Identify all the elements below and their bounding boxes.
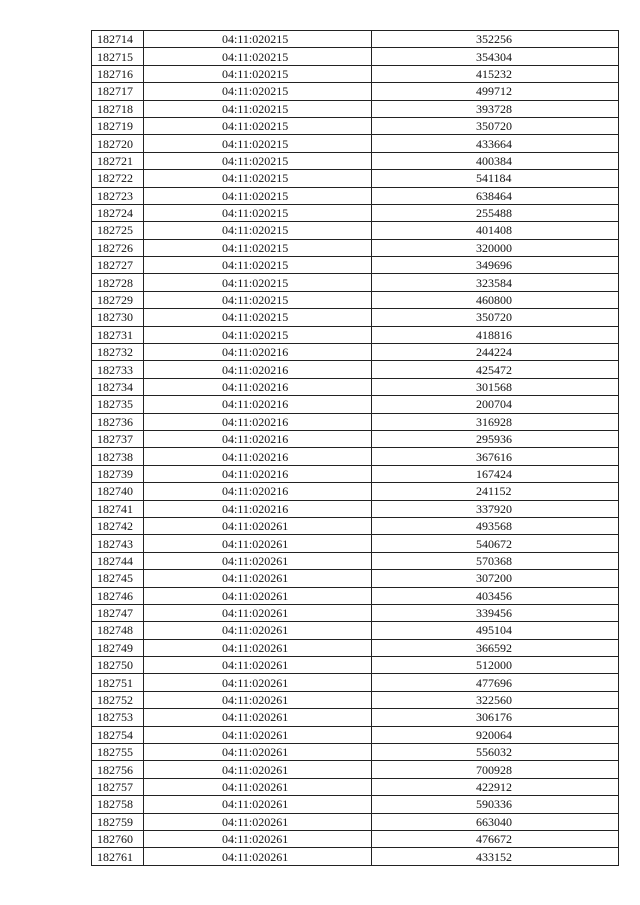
cell-id: 182719 — [92, 117, 144, 134]
cell-id: 182758 — [92, 796, 144, 813]
cell-value: 301568 — [372, 378, 619, 395]
cell-code: 04:11:020215 — [144, 187, 372, 204]
table-row — [92, 813, 619, 830]
cell-code: 04:11:020215 — [144, 204, 372, 221]
table-row — [92, 117, 619, 134]
cell-value: 540672 — [372, 535, 619, 552]
table-row — [92, 83, 619, 100]
table-row — [92, 744, 619, 761]
cell-value: 476672 — [372, 830, 619, 847]
cell-code: 04:11:020261 — [144, 570, 372, 587]
table-row — [92, 535, 619, 552]
cell-code: 04:11:020216 — [144, 430, 372, 447]
cell-id: 182747 — [92, 604, 144, 621]
cell-value: 323584 — [372, 274, 619, 291]
cell-code: 04:11:020216 — [144, 396, 372, 413]
table-row — [92, 274, 619, 291]
table-row — [92, 657, 619, 674]
table-row — [92, 587, 619, 604]
cell-id: 182757 — [92, 778, 144, 795]
cell-code: 04:11:020215 — [144, 274, 372, 291]
cell-code: 04:11:020261 — [144, 830, 372, 847]
cell-value: 367616 — [372, 448, 619, 465]
cell-id: 182749 — [92, 639, 144, 656]
cell-value: 307200 — [372, 570, 619, 587]
cell-code: 04:11:020215 — [144, 326, 372, 343]
cell-value: 167424 — [372, 465, 619, 482]
cell-id: 182732 — [92, 344, 144, 361]
cell-code: 04:11:020261 — [144, 587, 372, 604]
cell-id: 182734 — [92, 378, 144, 395]
cell-value: 337920 — [372, 500, 619, 517]
cell-code: 04:11:020261 — [144, 726, 372, 743]
table-row — [92, 31, 619, 48]
cell-code: 04:11:020216 — [144, 361, 372, 378]
table-row — [92, 691, 619, 708]
cell-code: 04:11:020215 — [144, 257, 372, 274]
cell-value: 320000 — [372, 239, 619, 256]
table-row — [92, 796, 619, 813]
cell-value: 495104 — [372, 622, 619, 639]
cell-code: 04:11:020216 — [144, 483, 372, 500]
cell-value: 354304 — [372, 48, 619, 65]
table-row — [92, 48, 619, 65]
table-row — [92, 152, 619, 169]
cell-value: 316928 — [372, 413, 619, 430]
cell-value: 322560 — [372, 691, 619, 708]
cell-id: 182737 — [92, 430, 144, 447]
table-row — [92, 604, 619, 621]
cell-id: 182738 — [92, 448, 144, 465]
cell-code: 04:11:020216 — [144, 500, 372, 517]
cell-code: 04:11:020261 — [144, 709, 372, 726]
cell-value: 241152 — [372, 483, 619, 500]
cell-id: 182755 — [92, 744, 144, 761]
cell-value: 425472 — [372, 361, 619, 378]
cell-value: 700928 — [372, 761, 619, 778]
table-row — [92, 135, 619, 152]
cell-code: 04:11:020216 — [144, 378, 372, 395]
cell-code: 04:11:020261 — [144, 691, 372, 708]
cell-id: 182729 — [92, 291, 144, 308]
cell-id: 182716 — [92, 65, 144, 82]
cell-value: 493568 — [372, 517, 619, 534]
cell-id: 182741 — [92, 500, 144, 517]
cell-value: 570368 — [372, 552, 619, 569]
cell-code: 04:11:020215 — [144, 65, 372, 82]
cell-id: 182718 — [92, 100, 144, 117]
cell-id: 182743 — [92, 535, 144, 552]
cell-value: 349696 — [372, 257, 619, 274]
cell-code: 04:11:020216 — [144, 448, 372, 465]
cell-code: 04:11:020216 — [144, 344, 372, 361]
cell-code: 04:11:020215 — [144, 135, 372, 152]
cell-value: 255488 — [372, 204, 619, 221]
cell-code: 04:11:020215 — [144, 100, 372, 117]
cell-id: 182725 — [92, 222, 144, 239]
cell-code: 04:11:020215 — [144, 309, 372, 326]
table-row — [92, 483, 619, 500]
table-row — [92, 778, 619, 795]
cell-value: 366592 — [372, 639, 619, 656]
cell-value: 920064 — [372, 726, 619, 743]
cell-id: 182740 — [92, 483, 144, 500]
cell-id: 182750 — [92, 657, 144, 674]
cell-code: 04:11:020215 — [144, 170, 372, 187]
cell-code: 04:11:020261 — [144, 761, 372, 778]
cell-code: 04:11:020261 — [144, 813, 372, 830]
table-body — [92, 31, 619, 866]
cell-id: 182735 — [92, 396, 144, 413]
cell-id: 182746 — [92, 587, 144, 604]
table-row — [92, 65, 619, 82]
cell-id: 182723 — [92, 187, 144, 204]
cell-value: 403456 — [372, 587, 619, 604]
cell-id: 182733 — [92, 361, 144, 378]
cell-id: 182720 — [92, 135, 144, 152]
cell-id: 182760 — [92, 830, 144, 847]
cell-code: 04:11:020215 — [144, 152, 372, 169]
cell-id: 182727 — [92, 257, 144, 274]
table-row — [92, 570, 619, 587]
cell-value: 401408 — [372, 222, 619, 239]
cell-value: 512000 — [372, 657, 619, 674]
table-row — [92, 170, 619, 187]
cell-value: 499712 — [372, 83, 619, 100]
cell-code: 04:11:020215 — [144, 291, 372, 308]
cell-id: 182726 — [92, 239, 144, 256]
table-row — [92, 726, 619, 743]
table-row — [92, 709, 619, 726]
cell-code: 04:11:020261 — [144, 744, 372, 761]
cell-code: 04:11:020261 — [144, 796, 372, 813]
cell-id: 182745 — [92, 570, 144, 587]
cell-id: 182754 — [92, 726, 144, 743]
cell-id: 182731 — [92, 326, 144, 343]
table-row — [92, 761, 619, 778]
cell-value: 638464 — [372, 187, 619, 204]
table-row — [92, 674, 619, 691]
cell-code: 04:11:020261 — [144, 604, 372, 621]
cell-id: 182736 — [92, 413, 144, 430]
table-row — [92, 361, 619, 378]
cell-id: 182721 — [92, 152, 144, 169]
data-table — [91, 30, 619, 866]
cell-value: 422912 — [372, 778, 619, 795]
cell-code: 04:11:020261 — [144, 657, 372, 674]
cell-id: 182759 — [92, 813, 144, 830]
cell-code: 04:11:020261 — [144, 674, 372, 691]
table-row — [92, 465, 619, 482]
cell-id: 182748 — [92, 622, 144, 639]
table-row — [92, 830, 619, 847]
table-row — [92, 326, 619, 343]
cell-value: 415232 — [372, 65, 619, 82]
cell-code: 04:11:020261 — [144, 535, 372, 552]
cell-value: 244224 — [372, 344, 619, 361]
cell-value: 200704 — [372, 396, 619, 413]
cell-code: 04:11:020261 — [144, 552, 372, 569]
cell-value: 541184 — [372, 170, 619, 187]
cell-code: 04:11:020261 — [144, 517, 372, 534]
cell-id: 182761 — [92, 848, 144, 865]
table-row — [92, 517, 619, 534]
cell-value: 433664 — [372, 135, 619, 152]
cell-value: 663040 — [372, 813, 619, 830]
cell-code: 04:11:020215 — [144, 117, 372, 134]
cell-value: 418816 — [372, 326, 619, 343]
cell-value: 477696 — [372, 674, 619, 691]
table-row — [92, 222, 619, 239]
cell-id: 182753 — [92, 709, 144, 726]
table-row — [92, 257, 619, 274]
cell-id: 182744 — [92, 552, 144, 569]
table-row — [92, 500, 619, 517]
cell-id: 182756 — [92, 761, 144, 778]
cell-id: 182728 — [92, 274, 144, 291]
table-row — [92, 239, 619, 256]
cell-code: 04:11:020216 — [144, 413, 372, 430]
cell-code: 04:11:020215 — [144, 239, 372, 256]
cell-code: 04:11:020261 — [144, 639, 372, 656]
table-row — [92, 378, 619, 395]
cell-value: 350720 — [372, 309, 619, 326]
table-row — [92, 622, 619, 639]
cell-id: 182714 — [92, 31, 144, 48]
cell-code: 04:11:020261 — [144, 778, 372, 795]
cell-code: 04:11:020215 — [144, 31, 372, 48]
cell-value: 350720 — [372, 117, 619, 134]
cell-id: 182739 — [92, 465, 144, 482]
cell-code: 04:11:020261 — [144, 848, 372, 865]
cell-id: 182751 — [92, 674, 144, 691]
cell-id: 182722 — [92, 170, 144, 187]
table-row — [92, 848, 619, 865]
table-row — [92, 396, 619, 413]
cell-value: 295936 — [372, 430, 619, 447]
table-row — [92, 187, 619, 204]
cell-value: 556032 — [372, 744, 619, 761]
table-row — [92, 430, 619, 447]
table-row — [92, 204, 619, 221]
cell-code: 04:11:020215 — [144, 83, 372, 100]
table-row — [92, 291, 619, 308]
table-row — [92, 639, 619, 656]
cell-value: 339456 — [372, 604, 619, 621]
cell-value: 433152 — [372, 848, 619, 865]
cell-code: 04:11:020215 — [144, 48, 372, 65]
cell-id: 182730 — [92, 309, 144, 326]
cell-value: 590336 — [372, 796, 619, 813]
table-row — [92, 552, 619, 569]
cell-value: 306176 — [372, 709, 619, 726]
cell-code: 04:11:020215 — [144, 222, 372, 239]
cell-code: 04:11:020216 — [144, 465, 372, 482]
cell-id: 182717 — [92, 83, 144, 100]
cell-id: 182724 — [92, 204, 144, 221]
cell-id: 182715 — [92, 48, 144, 65]
table-row — [92, 100, 619, 117]
cell-id: 182742 — [92, 517, 144, 534]
table-row — [92, 448, 619, 465]
cell-value: 460800 — [372, 291, 619, 308]
table-row — [92, 344, 619, 361]
table-row — [92, 413, 619, 430]
cell-value: 400384 — [372, 152, 619, 169]
table-row — [92, 309, 619, 326]
cell-value: 393728 — [372, 100, 619, 117]
cell-code: 04:11:020261 — [144, 622, 372, 639]
cell-value: 352256 — [372, 31, 619, 48]
cell-id: 182752 — [92, 691, 144, 708]
